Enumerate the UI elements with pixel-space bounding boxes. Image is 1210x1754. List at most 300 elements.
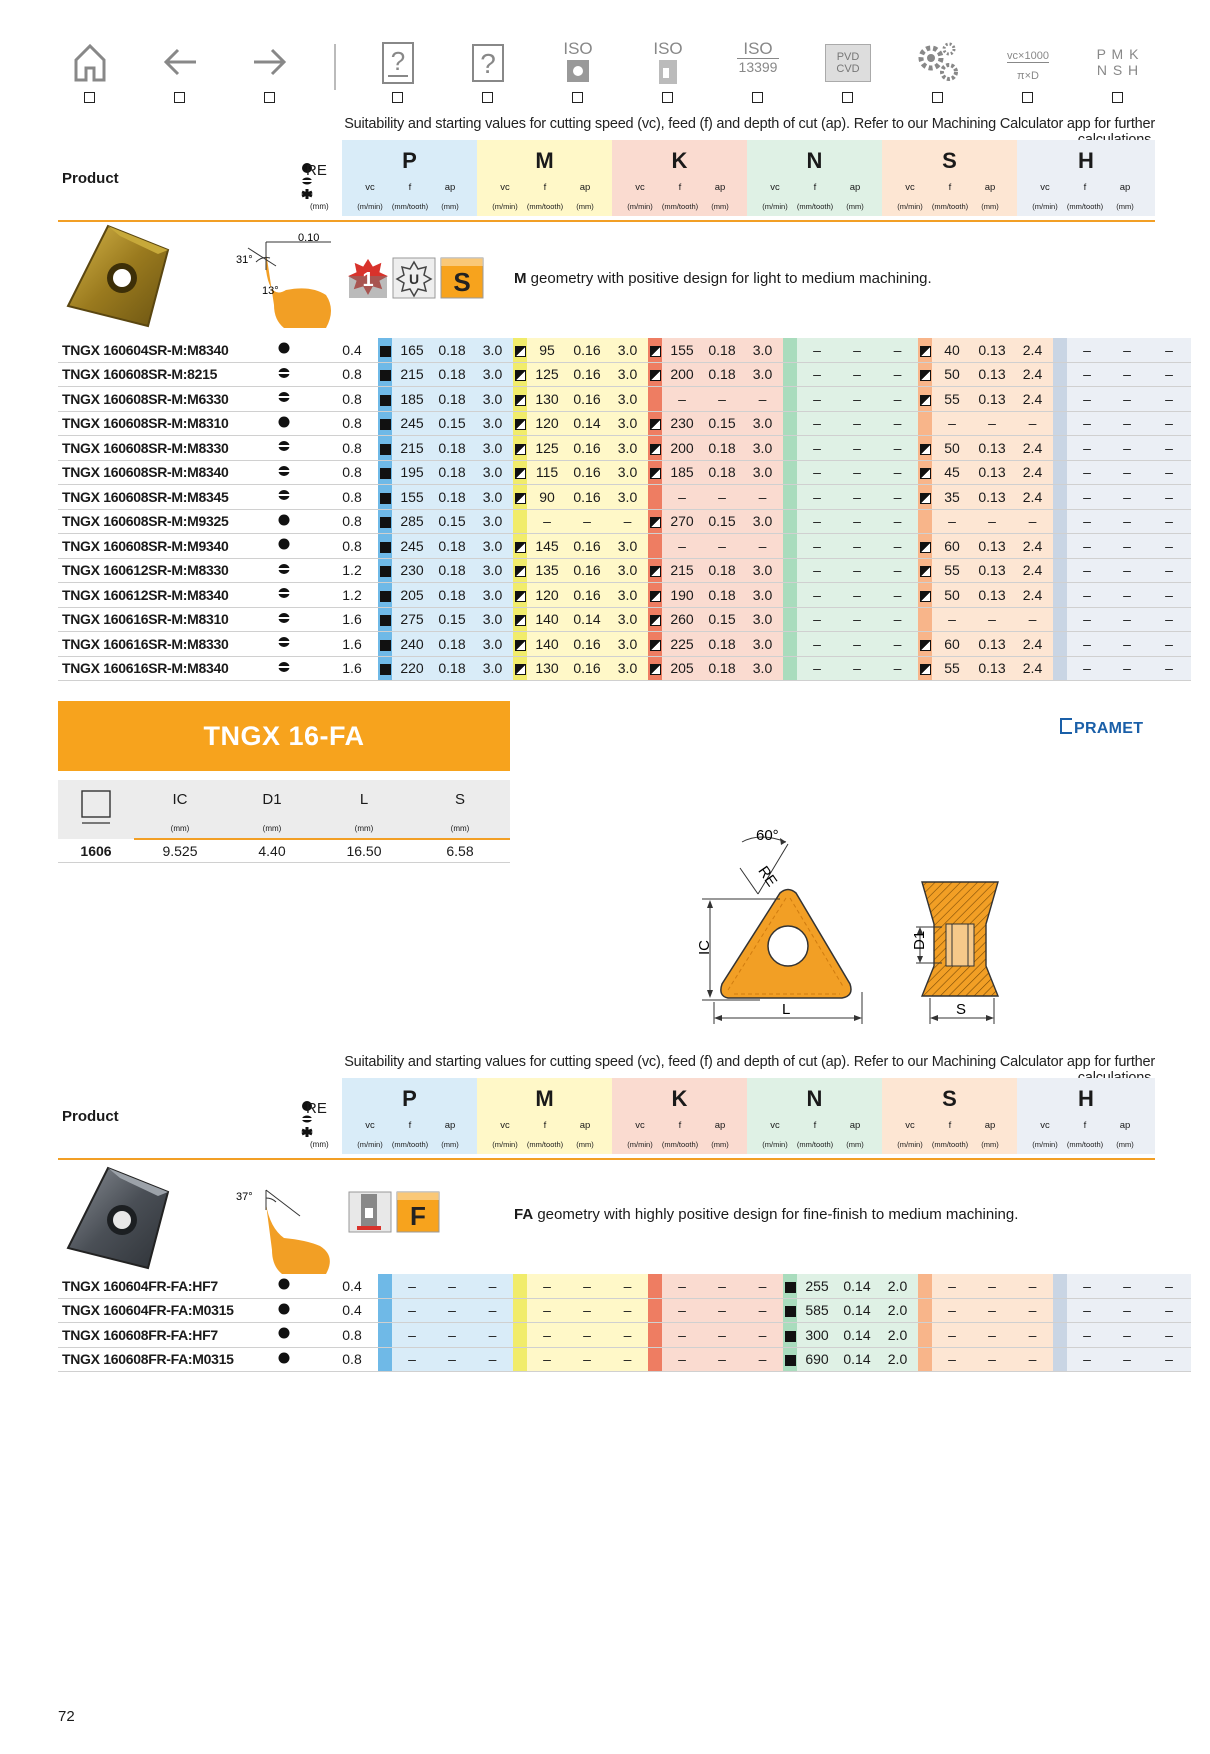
suitability-s bbox=[918, 632, 932, 657]
f-s: 0.13 bbox=[972, 485, 1012, 510]
vc-m: 135 bbox=[527, 558, 567, 583]
ap-k: 3.0 bbox=[742, 362, 783, 387]
iso-insert-icon bbox=[563, 58, 593, 84]
ap-unit: (mm) bbox=[441, 202, 459, 211]
suitability-n bbox=[783, 1298, 797, 1323]
l-header: L bbox=[318, 780, 410, 818]
vc-m: 130 bbox=[527, 387, 567, 412]
vc-m: – bbox=[527, 1274, 567, 1298]
suitability-p bbox=[378, 436, 392, 461]
ap-n: – bbox=[877, 436, 918, 461]
ap-p: – bbox=[472, 1298, 513, 1323]
shape-cell bbox=[242, 632, 326, 657]
secondary-suitability-icon bbox=[650, 346, 661, 357]
suitability-m bbox=[513, 1298, 527, 1323]
f-m: 0.14 bbox=[567, 607, 607, 632]
groups-bottom: N S H bbox=[1096, 62, 1140, 78]
secondary-suitability-icon bbox=[920, 566, 931, 577]
vc-n: – bbox=[797, 362, 837, 387]
suitability-h bbox=[1053, 338, 1067, 362]
ap-s: 2.4 bbox=[1012, 534, 1053, 559]
insert-outline-icon bbox=[79, 788, 113, 828]
vc-k: – bbox=[662, 1298, 702, 1323]
suitability-k bbox=[648, 460, 662, 485]
ap-m: 3.0 bbox=[607, 460, 648, 485]
ic-value: 9.525 bbox=[134, 839, 226, 863]
help-list-button[interactable] bbox=[366, 40, 430, 106]
f-h: – bbox=[1107, 558, 1147, 583]
home-icon bbox=[70, 40, 110, 84]
ap-h: – bbox=[1147, 436, 1191, 461]
vc-p: 285 bbox=[392, 509, 432, 534]
ap-k: – bbox=[742, 534, 783, 559]
table-header-1 bbox=[58, 140, 1155, 220]
suitability-n bbox=[783, 362, 797, 387]
f-label: f bbox=[948, 182, 952, 193]
brand-name: PRAMET bbox=[1074, 720, 1144, 737]
vc-s: 55 bbox=[932, 387, 972, 412]
suitability-h bbox=[1053, 558, 1067, 583]
f-label: f bbox=[948, 1120, 952, 1131]
calculator-checkbox[interactable] bbox=[1022, 92, 1033, 103]
ap-label: ap bbox=[849, 182, 861, 193]
ap-p: 3.0 bbox=[472, 534, 513, 559]
shape-cell bbox=[242, 1274, 326, 1298]
suitability-m bbox=[513, 1323, 527, 1348]
ap-m: – bbox=[607, 1323, 648, 1348]
f-p: 0.18 bbox=[432, 534, 472, 559]
f-unit: (mm/tooth) bbox=[526, 1140, 564, 1149]
suitability-k bbox=[648, 1323, 662, 1348]
ap-label: ap bbox=[579, 1120, 591, 1131]
pvd-cvd-icon bbox=[825, 44, 871, 82]
f-h: – bbox=[1107, 362, 1147, 387]
ap-h: – bbox=[1147, 558, 1191, 583]
ap-m: 3.0 bbox=[607, 607, 648, 632]
double-sided-insert-icon bbox=[277, 390, 291, 404]
ap-p: – bbox=[472, 1323, 513, 1348]
help-button[interactable] bbox=[456, 40, 520, 106]
secondary-suitability-icon bbox=[650, 664, 661, 675]
vc-m: – bbox=[527, 1323, 567, 1348]
suitability-note-2: Suitability and starting values for cutting speed (vc), feed (f) and depth of cut (ap). Refer to our Machining Calculator app for further bbox=[344, 1054, 1155, 1070]
ap-h: – bbox=[1147, 485, 1191, 510]
vc-s: – bbox=[932, 411, 972, 436]
f-unit: (mm/tooth) bbox=[796, 202, 834, 211]
suitability-h bbox=[1053, 1274, 1067, 1298]
ap-h: – bbox=[1147, 509, 1191, 534]
suitability-h bbox=[1053, 460, 1067, 485]
svg-text:U: U bbox=[408, 271, 420, 287]
f-s: – bbox=[972, 1347, 1012, 1372]
vc-label: vc bbox=[905, 1120, 915, 1131]
product-code: TNGX 160604SR-M:M8340 bbox=[58, 338, 242, 362]
suitability-h bbox=[1053, 509, 1067, 534]
f-h: – bbox=[1107, 1274, 1147, 1298]
help-checkbox[interactable] bbox=[482, 92, 493, 103]
ap-p: 3.0 bbox=[472, 656, 513, 681]
f-unit: (mm/tooth) bbox=[1066, 1140, 1104, 1149]
vc-unit: (m/min) bbox=[1032, 1140, 1058, 1149]
primary-suitability-icon bbox=[380, 395, 391, 406]
f-n: – bbox=[837, 509, 877, 534]
vc-unit: (m/min) bbox=[1032, 202, 1058, 211]
group-s-header bbox=[882, 1078, 1017, 1154]
iso-holder-label: ISO bbox=[653, 39, 683, 58]
ap-h: – bbox=[1147, 656, 1191, 681]
formula-bottom: π×D bbox=[1017, 70, 1039, 82]
secondary-suitability-icon bbox=[920, 468, 931, 479]
vc-s: 45 bbox=[932, 460, 972, 485]
primary-suitability-icon bbox=[380, 370, 391, 381]
forward-button[interactable] bbox=[238, 40, 302, 106]
round-insert-icon bbox=[277, 513, 291, 527]
group-m-label: M bbox=[535, 148, 554, 173]
group-k-label: K bbox=[671, 148, 688, 173]
vc-m: 125 bbox=[527, 436, 567, 461]
re-value: 0.8 bbox=[326, 411, 378, 436]
ap-n: – bbox=[877, 534, 918, 559]
vc-unit: (m/min) bbox=[897, 1140, 923, 1149]
vc-p: – bbox=[392, 1274, 432, 1298]
drawing-d1: D1 bbox=[911, 930, 928, 950]
re-value: 0.8 bbox=[326, 1347, 378, 1372]
vc-label: vc bbox=[1040, 1120, 1050, 1131]
product-banner bbox=[58, 701, 510, 771]
ap-p: 3.0 bbox=[472, 387, 513, 412]
header-rule bbox=[58, 1158, 1155, 1160]
ap-n: – bbox=[877, 509, 918, 534]
product-code: TNGX 160608SR-M:M8345 bbox=[58, 485, 242, 510]
cutting-table-m bbox=[58, 338, 1191, 681]
table-row bbox=[58, 1298, 1191, 1323]
f-m: – bbox=[567, 1274, 607, 1298]
application-icons-m bbox=[347, 256, 487, 300]
vc-s: 55 bbox=[932, 656, 972, 681]
vc-m: 120 bbox=[527, 411, 567, 436]
suitability-n bbox=[783, 460, 797, 485]
group-h-header bbox=[1017, 1078, 1155, 1154]
suitability-n bbox=[783, 1347, 797, 1372]
banner-title: TNGX 16-FA bbox=[203, 721, 365, 751]
f-k: 0.18 bbox=[702, 338, 742, 362]
suitability-s bbox=[918, 338, 932, 362]
f-h: – bbox=[1107, 436, 1147, 461]
suitability-n bbox=[783, 583, 797, 608]
groups-top: P M K bbox=[1096, 46, 1140, 62]
suitability-n bbox=[783, 656, 797, 681]
re-value: 1.2 bbox=[326, 558, 378, 583]
product-code: TNGX 160612SR-M:M8340 bbox=[58, 583, 242, 608]
settings-checkbox[interactable] bbox=[932, 92, 943, 103]
f-k: 0.18 bbox=[702, 460, 742, 485]
ap-k: 3.0 bbox=[742, 509, 783, 534]
angle-a: 31° bbox=[236, 254, 253, 266]
re-header: RE bbox=[306, 1100, 327, 1117]
suitability-p bbox=[378, 1323, 392, 1348]
f-label: f bbox=[408, 182, 412, 193]
d1-unit: (mm) bbox=[226, 818, 318, 839]
suitability-s bbox=[918, 1347, 932, 1372]
ap-n: – bbox=[877, 485, 918, 510]
suitability-n bbox=[783, 534, 797, 559]
f-label: f bbox=[543, 182, 547, 193]
vc-p: 230 bbox=[392, 558, 432, 583]
vc-h: – bbox=[1067, 460, 1107, 485]
f-unit: (mm/tooth) bbox=[391, 202, 429, 211]
ap-k: – bbox=[742, 1298, 783, 1323]
material-groups-checkbox[interactable] bbox=[1112, 92, 1123, 103]
insert-m-image bbox=[60, 222, 175, 334]
f-h: – bbox=[1107, 583, 1147, 608]
table-row bbox=[58, 1274, 1191, 1298]
ap-m: 3.0 bbox=[607, 534, 648, 559]
home-checkbox[interactable] bbox=[84, 92, 95, 103]
settings-button[interactable] bbox=[906, 40, 970, 106]
group-n-label: N bbox=[806, 1086, 823, 1111]
f-n: 0.14 bbox=[837, 1347, 877, 1372]
ap-m: 3.0 bbox=[607, 387, 648, 412]
vc-k: 185 bbox=[662, 460, 702, 485]
suitability-n bbox=[783, 558, 797, 583]
f-label: f bbox=[543, 1120, 547, 1131]
suitability-k bbox=[648, 338, 662, 362]
vc-k: 205 bbox=[662, 656, 702, 681]
ap-unit: (mm) bbox=[1116, 1140, 1134, 1149]
f-p: 0.15 bbox=[432, 509, 472, 534]
vc-h: – bbox=[1067, 485, 1107, 510]
iso-holder-checkbox[interactable] bbox=[662, 92, 673, 103]
f-m: 0.16 bbox=[567, 362, 607, 387]
f-s: 0.13 bbox=[972, 583, 1012, 608]
ap-label: ap bbox=[984, 1120, 996, 1131]
f-p: 0.15 bbox=[432, 411, 472, 436]
f-s: – bbox=[972, 1323, 1012, 1348]
group-p-header bbox=[342, 1078, 477, 1154]
f-n: – bbox=[837, 460, 877, 485]
suitability-m bbox=[513, 362, 527, 387]
vc-unit: (m/min) bbox=[762, 202, 788, 211]
material-groups-button[interactable] bbox=[1086, 40, 1150, 106]
calculator-button[interactable] bbox=[996, 40, 1060, 106]
vc-p: 220 bbox=[392, 656, 432, 681]
f-s: 0.13 bbox=[972, 632, 1012, 657]
ap-p: 3.0 bbox=[472, 509, 513, 534]
vc-label: vc bbox=[635, 1120, 645, 1131]
pvd-cvd-checkbox[interactable] bbox=[842, 92, 853, 103]
vc-n: – bbox=[797, 607, 837, 632]
vc-s: 60 bbox=[932, 632, 972, 657]
vc-p: – bbox=[392, 1298, 432, 1323]
forward-checkbox[interactable] bbox=[264, 92, 275, 103]
suitability-k bbox=[648, 485, 662, 510]
ap-h: – bbox=[1147, 460, 1191, 485]
geometry-fa-description bbox=[514, 1206, 1018, 1223]
iso-insert-checkbox[interactable] bbox=[572, 92, 583, 103]
iso-13399-button[interactable] bbox=[726, 40, 790, 106]
f-p: 0.18 bbox=[432, 558, 472, 583]
f-s: – bbox=[972, 1298, 1012, 1323]
suitability-n bbox=[783, 509, 797, 534]
suitability-m bbox=[513, 558, 527, 583]
table-row bbox=[58, 411, 1191, 436]
group-h-label: H bbox=[1078, 148, 1094, 173]
ap-s: 2.4 bbox=[1012, 387, 1053, 412]
ap-n: – bbox=[877, 558, 918, 583]
table-row bbox=[58, 583, 1191, 608]
suitability-h bbox=[1053, 632, 1067, 657]
vc-k: – bbox=[662, 1347, 702, 1372]
group-m-header bbox=[477, 1078, 612, 1154]
group-s-header bbox=[882, 140, 1017, 216]
back-button[interactable] bbox=[148, 40, 212, 106]
vc-h: – bbox=[1067, 387, 1107, 412]
iso-13399-label: ISO bbox=[743, 39, 773, 58]
secondary-suitability-icon bbox=[515, 566, 526, 577]
f-n: – bbox=[837, 387, 877, 412]
vc-label: vc bbox=[365, 182, 375, 193]
shape-cell bbox=[242, 1298, 326, 1323]
vc-n: – bbox=[797, 558, 837, 583]
f-s: 0.13 bbox=[972, 558, 1012, 583]
suitability-s bbox=[918, 534, 932, 559]
product-code: TNGX 160616SR-M:M8340 bbox=[58, 656, 242, 681]
size-code: 1606 bbox=[58, 839, 134, 863]
iso-insert-button[interactable] bbox=[546, 40, 610, 106]
ap-p: 3.0 bbox=[472, 632, 513, 657]
table-row bbox=[58, 460, 1191, 485]
iso-holder-button[interactable] bbox=[636, 40, 700, 106]
shape-cell bbox=[242, 656, 326, 681]
suitability-n bbox=[783, 632, 797, 657]
f-s: 0.13 bbox=[972, 387, 1012, 412]
f-h: – bbox=[1107, 1298, 1147, 1323]
ap-n: – bbox=[877, 338, 918, 362]
secondary-suitability-icon bbox=[515, 591, 526, 602]
ap-s: 2.4 bbox=[1012, 656, 1053, 681]
suitability-s bbox=[918, 656, 932, 681]
vc-unit: (m/min) bbox=[492, 1140, 518, 1149]
f-p: 0.18 bbox=[432, 632, 472, 657]
suitability-p bbox=[378, 338, 392, 362]
back-checkbox[interactable] bbox=[174, 92, 185, 103]
f-m: 0.16 bbox=[567, 558, 607, 583]
ap-s: – bbox=[1012, 1298, 1053, 1323]
primary-suitability-icon bbox=[380, 664, 391, 675]
vc-m: 130 bbox=[527, 656, 567, 681]
f-n: – bbox=[837, 656, 877, 681]
vc-n: – bbox=[797, 583, 837, 608]
table-row bbox=[58, 534, 1191, 559]
vc-n: – bbox=[797, 485, 837, 510]
secondary-suitability-icon bbox=[650, 419, 661, 430]
ap-s: – bbox=[1012, 411, 1053, 436]
vc-h: – bbox=[1067, 362, 1107, 387]
re-value: 1.6 bbox=[326, 656, 378, 681]
vc-h: – bbox=[1067, 411, 1107, 436]
f-p: 0.18 bbox=[432, 485, 472, 510]
suitability-h bbox=[1053, 411, 1067, 436]
ap-m: 3.0 bbox=[607, 362, 648, 387]
home-button[interactable] bbox=[58, 40, 122, 106]
vc-h: – bbox=[1067, 338, 1107, 362]
group-s-label: S bbox=[942, 148, 957, 173]
secondary-suitability-icon bbox=[515, 640, 526, 651]
f-m: 0.14 bbox=[567, 411, 607, 436]
secondary-suitability-icon bbox=[650, 591, 661, 602]
drawing-s: S bbox=[956, 1001, 967, 1018]
ap-n: 2.0 bbox=[877, 1323, 918, 1348]
ap-s: 2.4 bbox=[1012, 632, 1053, 657]
vc-h: – bbox=[1067, 1298, 1107, 1323]
suitability-n bbox=[783, 485, 797, 510]
drawing-re: RE bbox=[754, 863, 781, 890]
vc-n: – bbox=[797, 534, 837, 559]
table-row bbox=[58, 632, 1191, 657]
suitability-s bbox=[918, 558, 932, 583]
suitability-k bbox=[648, 1347, 662, 1372]
secondary-suitability-icon bbox=[920, 640, 931, 651]
table-row bbox=[58, 558, 1191, 583]
suitability-p bbox=[378, 460, 392, 485]
product-code: TNGX 160604FR-FA:M0315 bbox=[58, 1298, 242, 1323]
table-header-2 bbox=[58, 1078, 1155, 1158]
ap-n: – bbox=[877, 387, 918, 412]
suitability-k bbox=[648, 436, 662, 461]
suitability-s bbox=[918, 387, 932, 412]
ap-m: – bbox=[607, 1347, 648, 1372]
suitability-p bbox=[378, 656, 392, 681]
suitability-k bbox=[648, 387, 662, 412]
re-value: 0.8 bbox=[326, 436, 378, 461]
d1-value: 4.40 bbox=[226, 839, 318, 863]
f-m: 0.16 bbox=[567, 387, 607, 412]
ap-s: – bbox=[1012, 1323, 1053, 1348]
ap-s: 2.4 bbox=[1012, 362, 1053, 387]
table-row bbox=[58, 509, 1191, 534]
primary-suitability-icon bbox=[785, 1306, 796, 1317]
re-value: 0.8 bbox=[326, 362, 378, 387]
vc-unit: (m/min) bbox=[492, 202, 518, 211]
ap-h: – bbox=[1147, 1323, 1191, 1348]
f-s: 0.13 bbox=[972, 460, 1012, 485]
ap-p: – bbox=[472, 1274, 513, 1298]
help-list-checkbox[interactable] bbox=[392, 92, 403, 103]
drawing-ic: IC bbox=[696, 940, 713, 955]
group-n-header bbox=[747, 140, 882, 216]
vc-p: 165 bbox=[392, 338, 432, 362]
shape-cell bbox=[242, 1323, 326, 1348]
product-code: TNGX 160604FR-FA:HF7 bbox=[58, 1274, 242, 1298]
f-h: – bbox=[1107, 387, 1147, 412]
geometry-m-text: geometry with positive design for light to medium machining. bbox=[526, 270, 932, 287]
pvd-cvd-button[interactable] bbox=[816, 40, 880, 106]
f-s: – bbox=[972, 607, 1012, 632]
table-row bbox=[58, 387, 1191, 412]
f-p: 0.18 bbox=[432, 460, 472, 485]
vc-n: 300 bbox=[797, 1323, 837, 1348]
ap-unit: (mm) bbox=[711, 202, 729, 211]
ap-p: 3.0 bbox=[472, 460, 513, 485]
ap-h: – bbox=[1147, 1347, 1191, 1372]
ap-label: ap bbox=[444, 1120, 456, 1131]
f-h: – bbox=[1107, 632, 1147, 657]
suitability-s bbox=[918, 607, 932, 632]
secondary-suitability-icon bbox=[650, 566, 661, 577]
vc-s: – bbox=[932, 1347, 972, 1372]
vc-s: – bbox=[932, 1298, 972, 1323]
iso-13399-checkbox[interactable] bbox=[752, 92, 763, 103]
